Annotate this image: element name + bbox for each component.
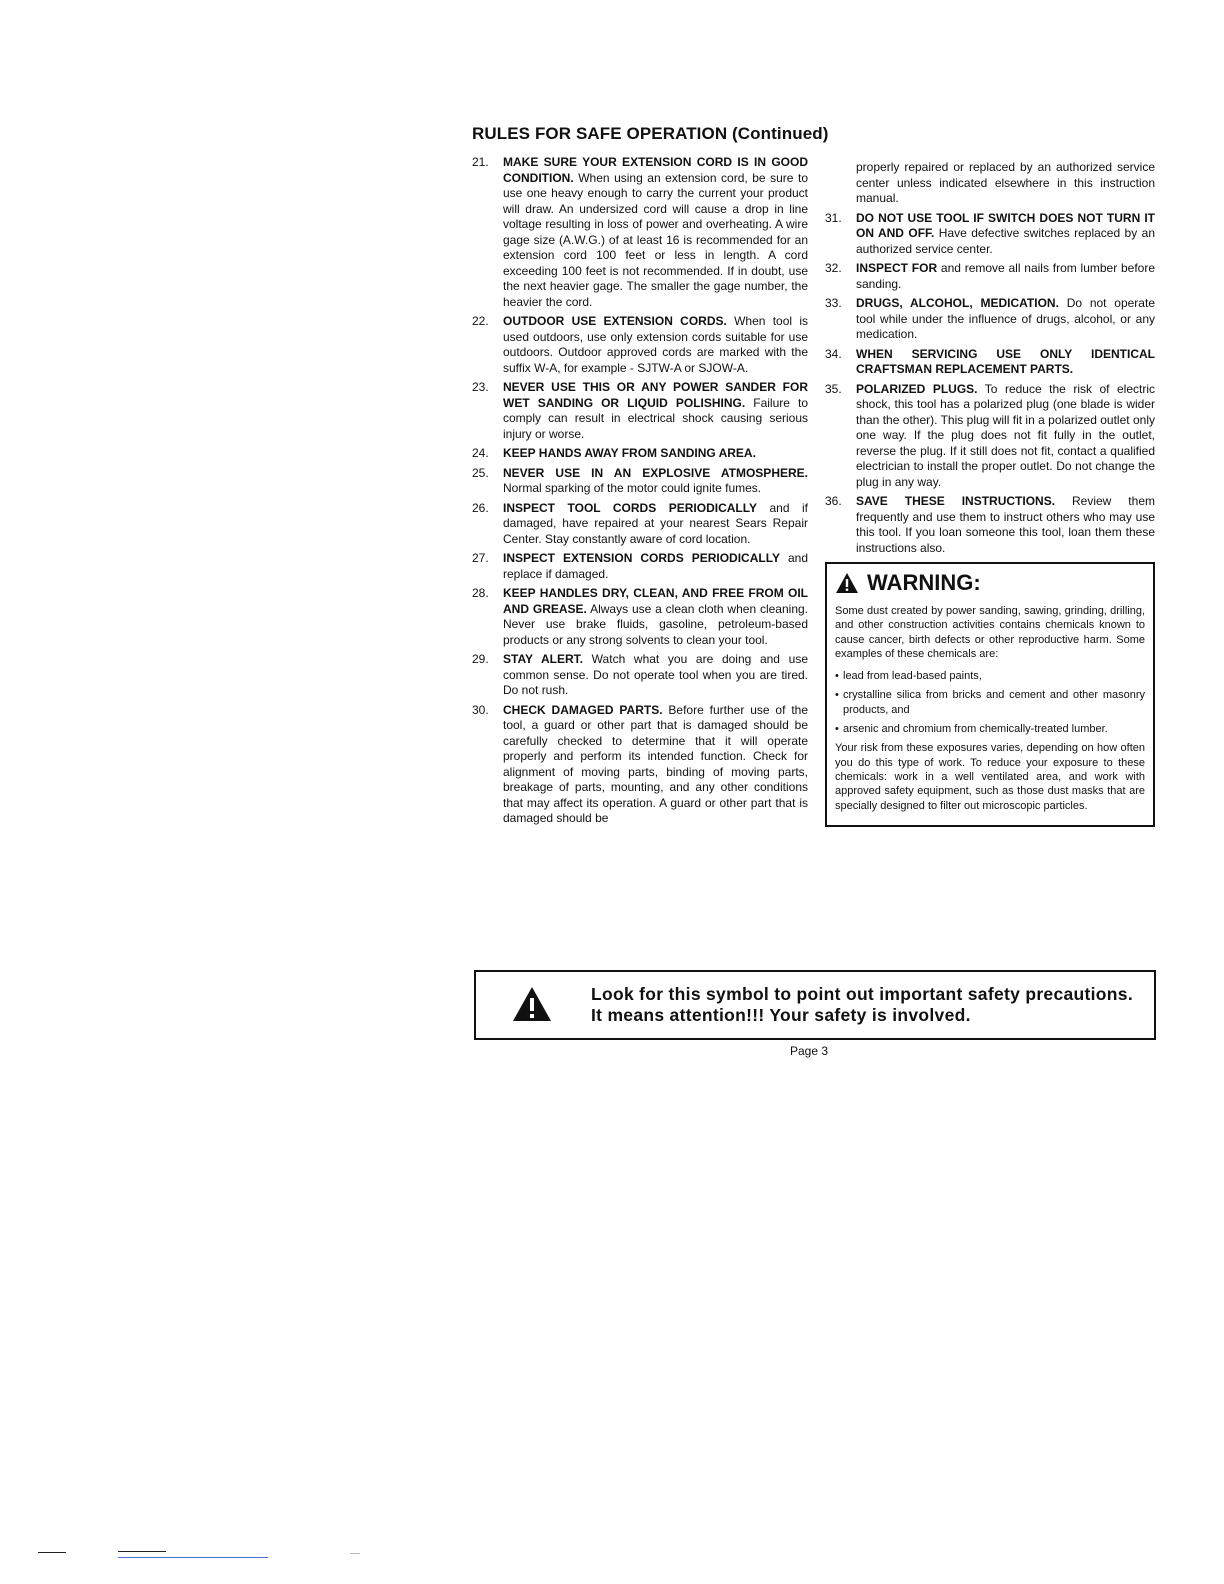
rule-35: 35. POLARIZED PLUGS. To reduce the risk of electric shock, this tool has a polarized plug (one blade is wider than the other). This plug will fit in a polarized outlet only one way. If the plug does not fit fully in the outlet, reverse the plug. If it still does not fit, contact a qualified electrician to install the proper outlet. Do not change the plug in any way. [825,381,1156,489]
scan-mark [350,1553,360,1554]
warning-bullet: • lead from lead-based paints, [835,670,982,683]
rule-32: 32. INSPECT FOR and remove all nails from lumber before sanding. [825,261,1156,291]
page-number: Page 3 [790,1044,829,1058]
rule-27: 27. INSPECT EXTENSION CORDS PERIODICALLY and replace if damaged. [472,551,808,581]
rule-25: 25. NEVER USE IN AN EXPLOSIVE ATMOSPHERE. Normal sparking of the motor could ignite fumes. [472,465,808,495]
warning-title: WARNING: [835,572,1145,594]
rule-30: 30. CHECK DAMAGED PARTS. Before further use of the tool, a guard or other part that is damaged should be carefully checked to determine that it will operate properly and perform its intended function. Check for alignment of moving parts, binding of moving parts, breakage of parts, mounting, and any other conditions that may affect its operation. A guard or other part that is damaged should be [472,702,809,825]
rule-28: 28. KEEP HANDLES DRY, CLEAN, AND FREE FROM OIL AND GREASE. Always use a clean cloth when cleaning. Never use brake fluids, gasoline, petroleum-based products or any strong solvents to clean your tool. [472,586,809,647]
rule-21: 21. MAKE SURE YOUR EXTENSION CORD IS IN GOOD CONDITION. When using an extension cord, be sure to use one heavy enough to carry the current your product will draw. An undersized cord will cause a drop in line voltage resulting in loss of power and overheating. A wire gage size (A.W.G.) of at least 16 is recommended for an extension cord 100 feet or less in length. A cord exceeding 100 feet is not recommended. If in doubt, use the next heavier gage. The smaller the gage number, the heavier the cord. [472,155,808,309]
warning-closing: Your risk from these exposures varies, depending on how often you do this type of work. To reduce your exposure to these chemicals: work in a well ventilated area, and work with approved safety equipment, such as those dust masks that are specially designed to filter out microscopic particles. [835,742,1145,812]
warning-box [825,562,1155,827]
warning-bullet: • arsenic and chromium from chemically-treated lumber. [835,723,1108,736]
rule-29: 29. STAY ALERT. Watch what you are doing and use common sense. Do not operate tool when you are tired. Do not rush. [472,652,808,697]
rule-30-continuation: properly repaired or replaced by an authorized service center unless indicated elsewhere in this instruction manual. [856,160,1155,205]
rule-33: 33. DRUGS, ALCOHOL, MEDICATION. Do not operate tool while under the influence of drugs, alcohol, or any medication. [825,296,1155,341]
rule-36: 36. SAVE THESE INSTRUCTIONS. Review them frequently and use them to instruct others who may use this tool. If you loan someone this tool, loan them these instructions also. [825,494,1155,555]
warning-triangle-icon [835,572,859,594]
scan-mark [118,1557,268,1558]
right-column [825,160,1155,827]
warning-triangle-icon [512,986,552,1022]
rule-24: 24. KEEP HANDS AWAY FROM SANDING AREA. [472,446,756,460]
rule-26: 26. INSPECT TOOL CORDS PERIODICALLY and if damaged, have repaired at your nearest Sears Repair Center. Stay constantly aware of cord location. [472,500,808,546]
warning-bullet: • crystalline silica from bricks and cement and other masonry products, and [835,689,1145,716]
rule-22: 22. OUTDOOR USE EXTENSION CORDS. When tool is used outdoors, use only extension cords suitable for use outdoors. Outdoor approved cords are marked with the suffix W-A, for example - SJTW-A or SJOW-A. [472,314,808,375]
safety-symbol-notice [474,970,1156,1040]
page-heading: RULES FOR SAFE OPERATION (Continued) [472,124,829,143]
warning-intro: Some dust created by power sanding, sawing, grinding, drilling, and other construction activities contains chemicals known to cause cancer, birth defects or other reproductive harm. Some examples of these chemicals are: [835,605,1145,660]
left-column [472,155,808,831]
rule-23: 23. NEVER USE THIS OR ANY POWER SANDER FOR WET SANDING OR LIQUID POLISHING. Failure to comply can result in electrical shock causing serious injury or worse. [472,380,808,441]
scan-mark [38,1552,66,1553]
rule-34: 34. WHEN SERVICING USE ONLY IDENTICAL CRAFTSMAN REPLACEMENT PARTS. [825,346,1155,376]
safety-notice-text: Look for this symbol to point out important safety precautions. It means attention!!! Your safety is involved. [591,984,1133,1025]
scan-mark [118,1551,166,1552]
rule-31: 31. DO NOT USE TOOL IF SWITCH DOES NOT TURN IT ON AND OFF. Have defective switches replaced by an authorized service center. [825,210,1155,256]
